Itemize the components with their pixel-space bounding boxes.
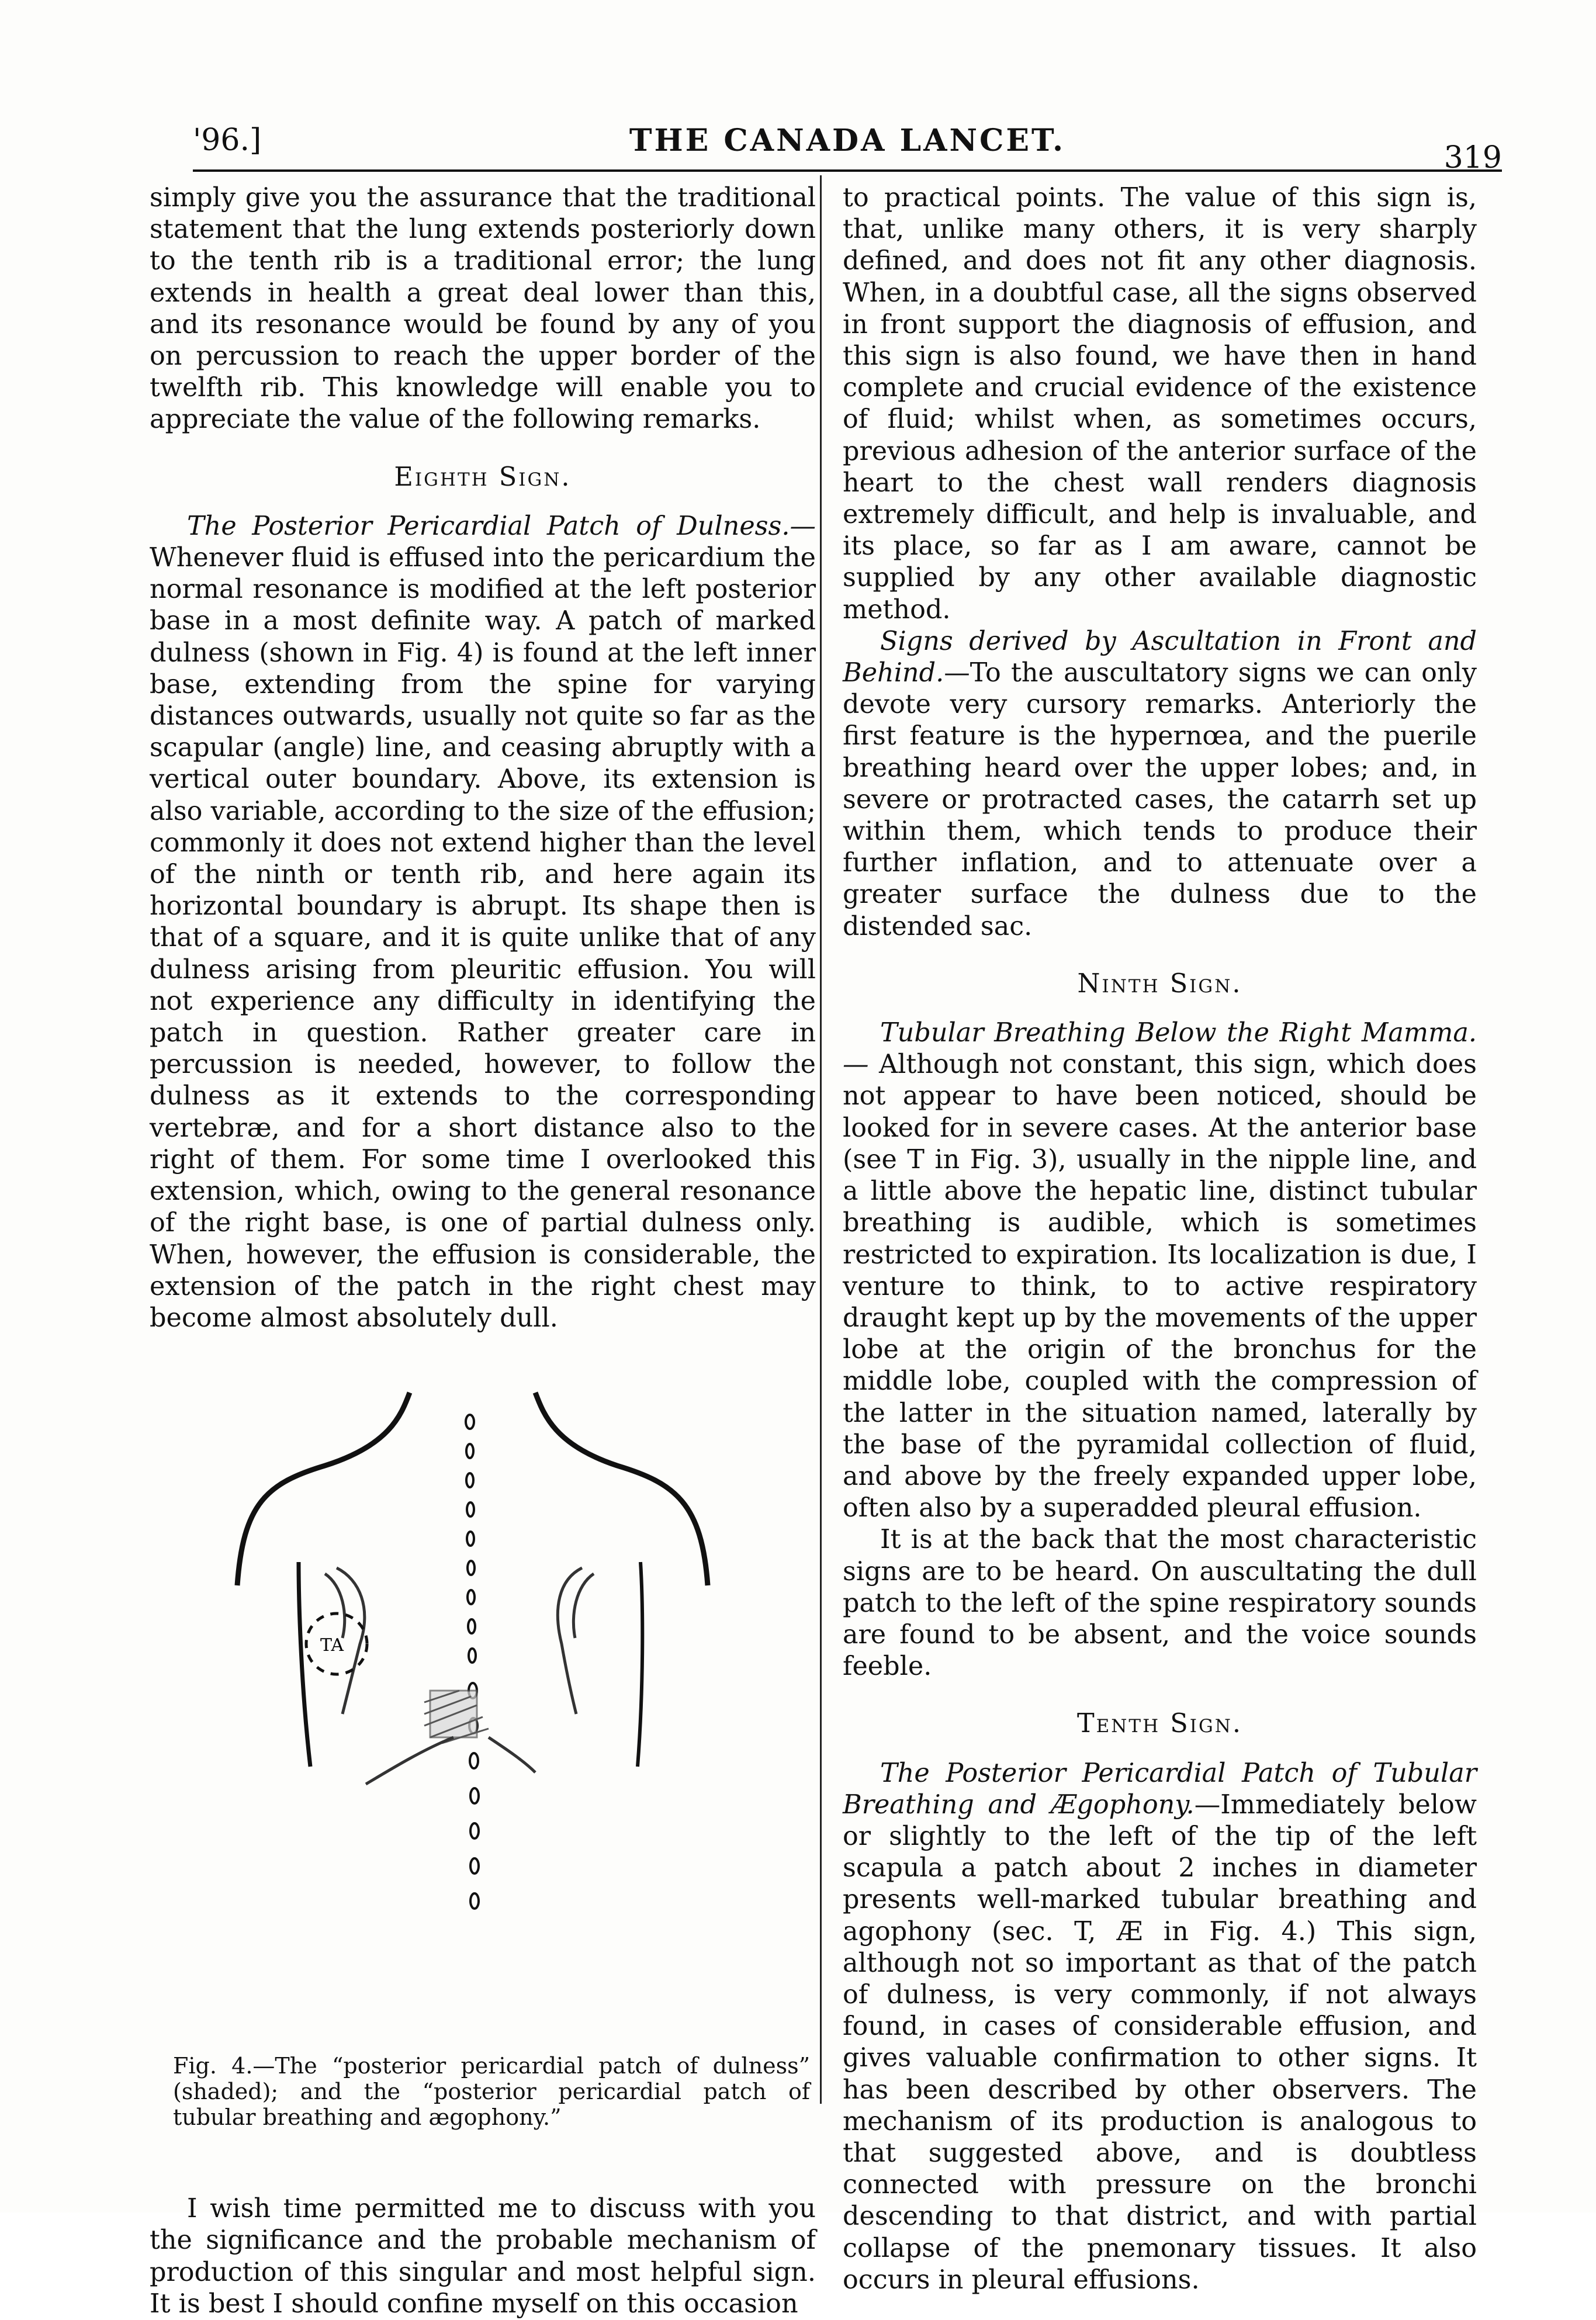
- ninth-sign-subtitle: Tubular Breathing Below the Right Mamma.—: [843, 1018, 1477, 1080]
- left-torso-line: [299, 1562, 310, 1767]
- ta-label: TA: [320, 1635, 344, 1656]
- ninth-sign-body: Although not constant, this sign, which does not appear to have been noticed, should be looked for in severe cases. At the anterior base (see T in Fig. 3), usually in the nipple line, and a little above the hepatic line, distinct tubular breathing is audible, which is sometimes restricted to expiration. Its localization is due, I venture to think, to to active respiratory draught kept up by the movements of the upper lobe at the origin of the bronchus for the middle lobe, coupled with the compression of the latter in the situation named, laterally by the base of the pyramidal collection of fluid, and above by the freely expanded upper lobe, often also by a superadded pleural effusion.: [843, 1050, 1477, 1523]
- dulness-patch-shaded: [424, 1691, 489, 1743]
- left-lower-rib: [366, 1737, 453, 1784]
- auscultation-paragraph: [843, 626, 1477, 943]
- heading-ninth-sign: Ninth Sign.: [1077, 968, 1242, 999]
- right-scapula: [558, 1568, 594, 1714]
- tenth-sign-paragraph: [843, 1758, 1477, 2296]
- right-column: [843, 182, 1477, 2296]
- spine-vertebrae: [466, 1415, 479, 1909]
- auscultation-subtitle: Signs derived by Ascultation in Front and Behind.: [843, 626, 1477, 688]
- left-neck-line: [237, 1393, 410, 1585]
- column-divider: [820, 175, 822, 2104]
- eighth-sign-subtitle: The Posterior Pericardial Patch of Dulness.—: [187, 511, 816, 541]
- heading-tenth-sign: Tenth Sign.: [1076, 1709, 1243, 1739]
- continuation-paragraph: to practical points. The value of this sign is, that, unlike many others, it is very sharply defined, and does not fit any other diagnosis. When, in a doubtful case, all the signs observed in front support the diagnosis of effusion, and this sign is also found, we have then in hand complete and crucial evidence of the existence of fluid; whilst when, as sometimes occurs, previous adhesion of the anterior surface of the heart to the chest wall renders diagnosis extremely difficult, and help is invaluable, and its place, so far as I am aware, cannot be supplied by any other available diagnostic method.: [843, 183, 1477, 625]
- figure-caption: Fig. 4.—The “posterior pericardial patch of dulness” (shaded); and the “posterior pericardial patch of tubular breathing and ægophony.”: [173, 2053, 810, 2131]
- eighth-sign-paragraph: [150, 511, 816, 1334]
- page-number: 319: [1443, 140, 1502, 175]
- right-neck-line: [535, 1393, 708, 1585]
- tenth-sign-body: —Immediately below or slightly to the left of the tip of the left scapula a patch about 2 inches in diameter presents well-marked tubular breathing and agophony (sec. T, Æ in Fig. 4.) This sign, although not so important as that of the patch of dulness, is very commonly, if not always found, in cases of considerable effusion, and gives valuable confirmation to other signs. It has been described by other observers. The mechanism of its production is analogous to that suggested above, and is doubtless connected with pressure on the bronchi descending to that district, and with partial collapse of the pnemonary tissues. It also occurs in pleural effusions.: [843, 1789, 1477, 2295]
- right-lower-rib: [489, 1737, 535, 1772]
- journal-title: THE CANADA LANCET.: [629, 123, 1066, 158]
- left-column: [150, 182, 816, 2320]
- ninth-sign-paragraph: [843, 1017, 1477, 1524]
- figure-4: [150, 1363, 816, 2193]
- tenth-sign-subtitle: The Posterior Pericardial Patch of Tubular Breathing and Ægophony.: [843, 1758, 1477, 1820]
- right-torso-line: [638, 1562, 642, 1767]
- closing-paragraph: I wish time permitted me to discuss with you the significance and the probable mechanism of production of this singular and most helpful sign. It is best I should confine myself on this occasion: [150, 2194, 816, 2319]
- running-head: [193, 117, 1502, 175]
- eighth-sign-body: Whenever fluid is effused into the pericardium the normal resonance is modified at the left posterior base in a most definite way. A patch of marked dulness (shown in Fig. 4) is found at the left inner base, extending from the spine for varying distances outwards, usually not quite so far as the scapular (angle) line, and ceasing abruptly with a vertical outer boundary. Above, its extension is also variable, according to the size of the effusion; commonly it does not extend higher than the level of the ninth or tenth rib, and here again its horizontal boundary is abrupt. Its shape then is that of a square, and it is quite unlike that of any dulness arising from pleuritic effusion. You will not experience any difficulty in identifying the patch in question. Rather greater care in percussion is needed, however, to follow the dulness as it extends to the corresponding vertebræ, and for a short distance also to the right of them. For some time I overlooked this extension, which, owing to the general resonance of the right base, is one of partial dulness only. When, however, the effusion is considerable, the extension of the patch in the right chest may become almost absolutely dull.: [150, 543, 816, 1333]
- back-diagram-illustration: [150, 1363, 816, 2053]
- heading-eighth-sign: Eighth Sign.: [394, 462, 572, 492]
- intro-paragraph: simply give you the assurance that the traditional statement that the lung extends posteriorly down to the tenth rib is a traditional error; the lung extends in health a great deal lower than this, and its resonance would be found by any of you on percussion to reach the upper border of the twelfth rib. This knowledge will enable you to appreciate the value of the following remarks.: [150, 183, 816, 435]
- volume-year: '96.]: [193, 123, 262, 158]
- ninth-sign-second-paragraph: It is at the back that the most characteristic signs are to be heard. On auscultating the dull patch to the left of the spine respiratory sounds are found to be absent, and the voice sounds feeble.: [843, 1525, 1477, 1682]
- auscultation-body: —To the auscultatory signs we can only devote very cursory remarks. Anteriorly the first feature is the hypernœa, and the puerile breathing heard over the upper lobes; and, in severe or protracted cases, the catarrh set up within them, which tends to produce their further inflation, and to attenuate over a greater surface the dulness due to the distended sac.: [843, 658, 1477, 941]
